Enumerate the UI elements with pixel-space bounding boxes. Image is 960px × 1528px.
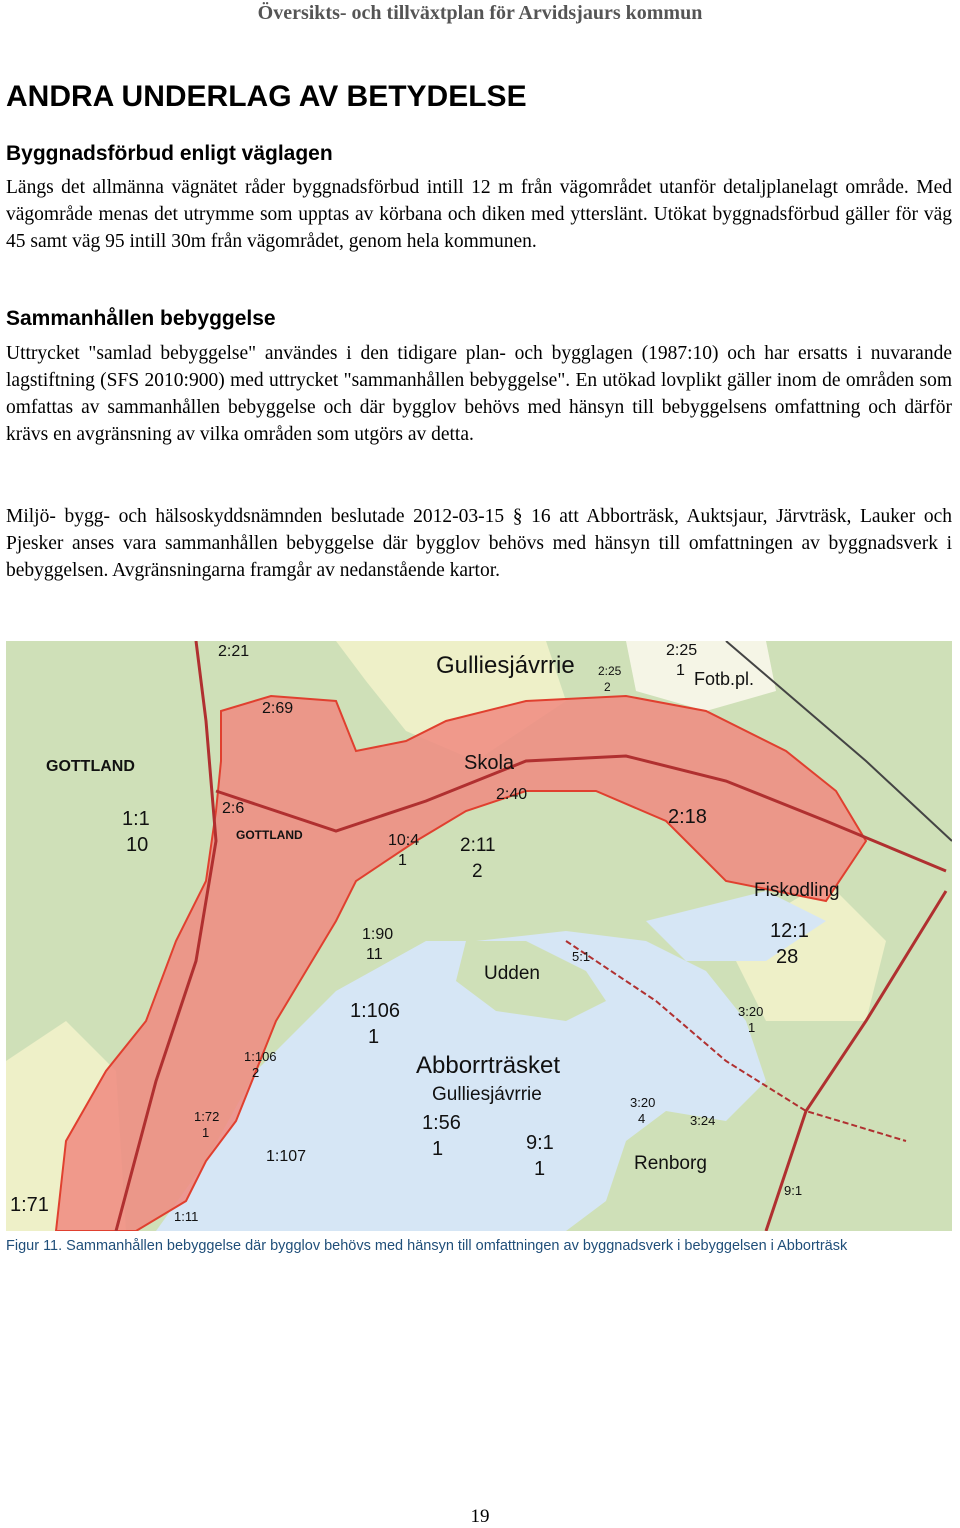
parcel-label: 3:24 xyxy=(690,1113,716,1128)
parcel-label: 12:1 xyxy=(770,920,809,942)
parcel-label: 2 xyxy=(252,1065,260,1080)
parcel-label: 1:107 xyxy=(266,1148,307,1165)
parcel-label: 1 xyxy=(368,1026,380,1048)
parcel-label: 10 xyxy=(126,834,149,856)
label-skola: Skola xyxy=(464,752,515,774)
parcel-label: 2:25 xyxy=(666,642,698,659)
parcel-label: 10:4 xyxy=(388,832,420,849)
parcel-label: 2:21 xyxy=(218,643,250,660)
running-header: Översikts- och tillväxtplan för Arvidsjaurs kommun xyxy=(257,2,703,24)
label-gulliesjavrrie-lake: Gulliesjávrrie xyxy=(432,1084,542,1105)
paragraph-byggnadsforbud: Längs det allmänna vägnätet råder byggnadsförbud intill 12 m från vägområdet utanför detaljplanelagt område. Med vägområde menas det utrymme som upptas av körbana och diken med ytterslänt. Utökat byggnadsförbud gäller för väg 45 samt väg 95 intill 30m från vägområdet, genom hela kommunen. xyxy=(6,177,952,252)
parcel-label: 28 xyxy=(776,946,799,968)
parcel-label: 2:18 xyxy=(668,806,707,828)
parcel-label: 9:1 xyxy=(784,1183,803,1198)
parcel-label: 4 xyxy=(638,1111,646,1126)
parcel-label: 2:40 xyxy=(496,786,528,803)
paragraph-sammanhallen-2: Miljö- bygg- och hälsoskyddsnämnden beslutade 2012-03-15 § 16 att Abborträsk, Auktsjaur, Järvträsk, Lauker och Pjesker anses vara sammanhållen bebyggelse där bygglov behövs med hänsyn till omfattningen av byggnadsverk i bebyggelsen. Avgränsningarna framgår av nedanstående kartor. xyxy=(6,506,952,581)
parcel-label: 1:1 xyxy=(122,808,150,830)
label-udden: Udden xyxy=(484,963,540,984)
label-fiskodling: Fiskodling xyxy=(754,880,840,901)
parcel-label: 2:69 xyxy=(262,700,294,717)
parcel-label: 9:1 xyxy=(526,1132,554,1154)
parcel-label: 1 xyxy=(676,662,685,679)
parcel-label: 1:106 xyxy=(350,1000,401,1022)
parcel-label: 1 xyxy=(398,852,407,869)
label-abborrtrasket: Abborrträsket xyxy=(416,1052,561,1079)
parcel-label: 2:25 xyxy=(598,664,622,678)
label-fotbpl: Fotb.pl. xyxy=(694,669,755,689)
parcel-label: 1 xyxy=(748,1020,756,1035)
parcel-label: 1:56 xyxy=(422,1112,461,1134)
parcel-label: 1:106 xyxy=(244,1049,277,1064)
parcel-label: 1:71 xyxy=(10,1194,49,1216)
parcel-label: 11 xyxy=(366,946,383,963)
label-gottland-small: GOTTLAND xyxy=(236,828,303,842)
heading-sammanhallen: Sammanhållen bebyggelse xyxy=(6,307,276,330)
parcel-label: 2:6 xyxy=(222,800,245,817)
parcel-label: 1:11 xyxy=(174,1209,199,1224)
heading-byggnadsforbud: Byggnadsförbud enligt väglagen xyxy=(6,142,333,165)
parcel-label: 1:90 xyxy=(362,926,394,943)
parcel-label: 1:72 xyxy=(194,1109,220,1124)
label-renborg: Renborg xyxy=(634,1153,707,1174)
label-gottland-big: GOTTLAND xyxy=(46,758,135,775)
parcel-label: 1 xyxy=(534,1158,546,1180)
parcel-label: 1 xyxy=(432,1138,444,1160)
parcel-label: 1 xyxy=(202,1125,210,1140)
parcel-label: 2 xyxy=(604,680,611,694)
label-gulliesjavrrie: Gulliesjávrrie xyxy=(436,652,575,679)
figure-caption: Figur 11. Sammanhållen bebyggelse där bygglov behövs med hänsyn till omfattningen av byggnadsverk i bebyggelsen i Abborträsk xyxy=(6,1238,848,1254)
map-svg xyxy=(6,641,952,1231)
section-title: ANDRA UNDERLAG AV BETYDELSE xyxy=(6,80,527,113)
parcel-label: 2:11 xyxy=(460,835,496,856)
paragraph-sammanhallen-1: Uttrycket "samlad bebyggelse" användes i den tidigare plan- och bygglagen (1987:10) och har ersatts i nuvarande lagstiftning (SFS 2010:900) med uttrycket "sammanhållen bebyggelse". En utökad lovplikt gäller inom de områden som omfattas av sammanhållen bebyggelse och där bygglov behövs med hänsyn till bebyggelsens omfattning och därför krävs en avgränsning av vilka områden som utgörs av detta. xyxy=(6,343,952,445)
page-number: 19 xyxy=(470,1506,490,1527)
parcel-label: 2 xyxy=(472,861,483,882)
parcel-label: 3:20 xyxy=(630,1095,656,1110)
map-figure xyxy=(6,641,952,1231)
parcel-label: 5:1 xyxy=(572,949,591,964)
parcel-label: 3:20 xyxy=(738,1004,764,1019)
